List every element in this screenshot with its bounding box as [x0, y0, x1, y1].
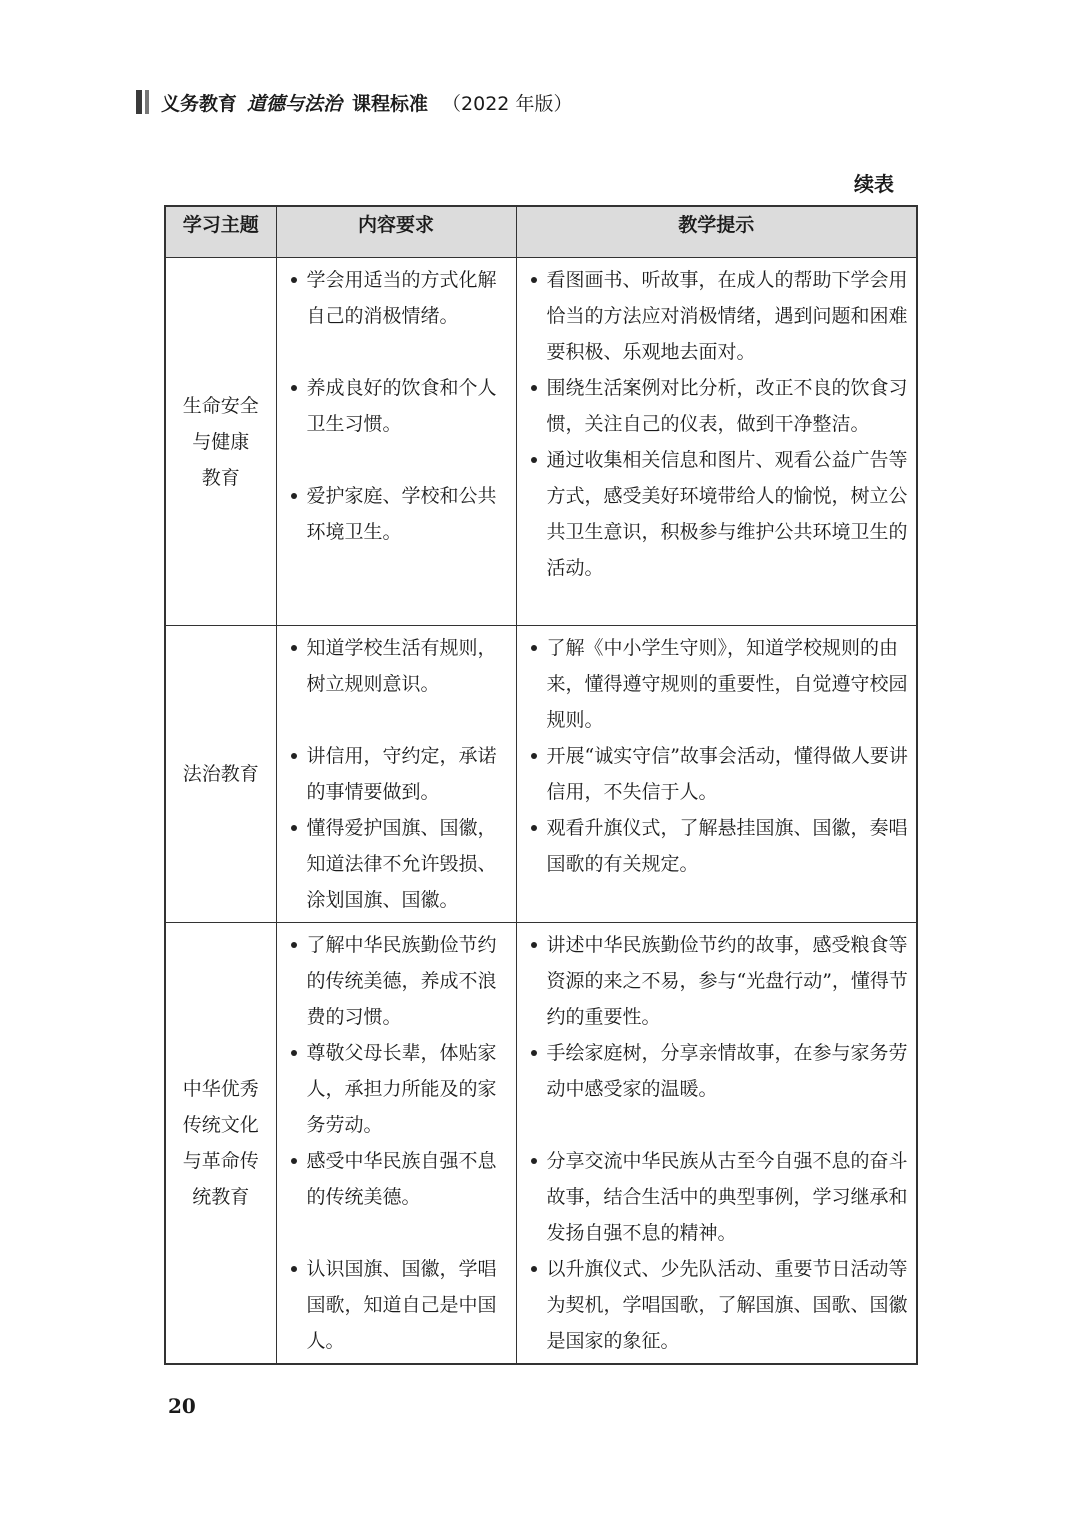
- table-row: [165, 923, 917, 1365]
- header-standard: 课程标准: [352, 92, 429, 115]
- requirements-cell: [276, 258, 516, 626]
- header-subject: 道德与法治: [247, 92, 343, 115]
- table-header-row: [165, 206, 917, 258]
- running-header: [136, 86, 572, 118]
- requirement-item: 知道学校生活有规则，树立规则意识。: [289, 630, 508, 702]
- tip-item: 讲述中华民族勤俭节约的故事，感受粮食等资源的来之不易，参与“光盘行动”，懂得节约的重要性。: [529, 927, 909, 1035]
- tip-item: 观看升旗仪式，了解悬挂国旗、国徽，奏唱国歌的有关规定。: [529, 810, 909, 882]
- header-tips: 教学提示: [516, 206, 917, 258]
- topic-line: 传统文化: [182, 1114, 259, 1136]
- header-requirements: 内容要求: [276, 206, 516, 258]
- tip-item: 了解《中小学生守则》，知道学校规则的由来，懂得遵守规则的重要性，自觉遵守校园规则。: [529, 630, 909, 738]
- tip-item: 开展“诚实守信”故事会活动，懂得做人要讲信用，不失信于人。: [529, 738, 909, 810]
- topic-cell: [165, 258, 276, 626]
- requirement-item: 懂得爱护国旗、国徽，知道法律不允许毁损、涂划国旗、国徽。: [289, 810, 508, 918]
- topic-line: 中华优秀: [182, 1078, 259, 1100]
- curriculum-table: [164, 205, 918, 1365]
- requirements-cell: [276, 626, 516, 923]
- requirement-item: 爱护家庭、学校和公共环境卫生。: [289, 478, 508, 550]
- header-book: 义务教育: [161, 92, 238, 115]
- requirement-item: 讲信用，守约定，承诺的事情要做到。: [289, 738, 508, 810]
- tips-cell: [516, 258, 917, 626]
- page-number: 20: [168, 1394, 196, 1418]
- tip-item: 看图画书、听故事，在成人的帮助下学会用恰当的方法应对消极情绪，遇到问题和困难要积极、乐观地去面对。: [529, 262, 909, 370]
- tip-item: 手绘家庭树，分享亲情故事，在参与家务劳动中感受家的温暖。: [529, 1035, 909, 1107]
- topic-cell: [165, 626, 276, 923]
- requirement-item: 养成良好的饮食和个人卫生习惯。: [289, 370, 508, 442]
- tips-cell: [516, 626, 917, 923]
- table-row: [165, 626, 917, 923]
- continued-label: 续表: [854, 172, 894, 196]
- table-row: [165, 258, 917, 626]
- requirement-item: 学会用适当的方式化解自己的消极情绪。: [289, 262, 508, 334]
- header-year: （2022 年版）: [442, 92, 573, 115]
- tip-item: 以升旗仪式、少先队活动、重要节日活动等为契机，学唱国歌，了解国旗、国歌、国徽是国家的象征。: [529, 1251, 909, 1359]
- topic-line: 统教育: [192, 1186, 250, 1208]
- requirements-cell: [276, 923, 516, 1365]
- topic-cell: [165, 923, 276, 1365]
- tip-item: 通过收集相关信息和图片、观看公益广告等方式，感受美好环境带给人的愉悦，树立公共卫生意识，积极参与维护公共环境卫生的活动。: [529, 442, 909, 586]
- requirement-item: 了解中华民族勤俭节约的传统美德，养成不浪费的习惯。: [289, 927, 508, 1035]
- tip-item: 围绕生活案例对比分析，改正不良的饮食习惯，关注自己的仪表，做到干净整洁。: [529, 370, 909, 442]
- topic-line: 法治教育: [182, 763, 259, 785]
- topic-line: 与革命传: [182, 1150, 259, 1172]
- tips-cell: [516, 923, 917, 1365]
- header-topic: 学习主题: [165, 206, 276, 258]
- topic-line: 与健康: [192, 430, 250, 453]
- header-bars-icon: [136, 90, 149, 114]
- requirement-item: 认识国旗、国徽，学唱国歌，知道自己是中国人。: [289, 1251, 508, 1359]
- tip-item: 分享交流中华民族从古至今自强不息的奋斗故事，结合生活中的典型事例，学习继承和发扬自强不息的精神。: [529, 1143, 909, 1251]
- topic-line: 教育: [201, 466, 240, 489]
- topic-line: 生命安全: [182, 394, 259, 417]
- requirement-item: 感受中华民族自强不息的传统美德。: [289, 1143, 508, 1215]
- requirement-item: 尊敬父母长辈，体贴家人，承担力所能及的家务劳动。: [289, 1035, 508, 1143]
